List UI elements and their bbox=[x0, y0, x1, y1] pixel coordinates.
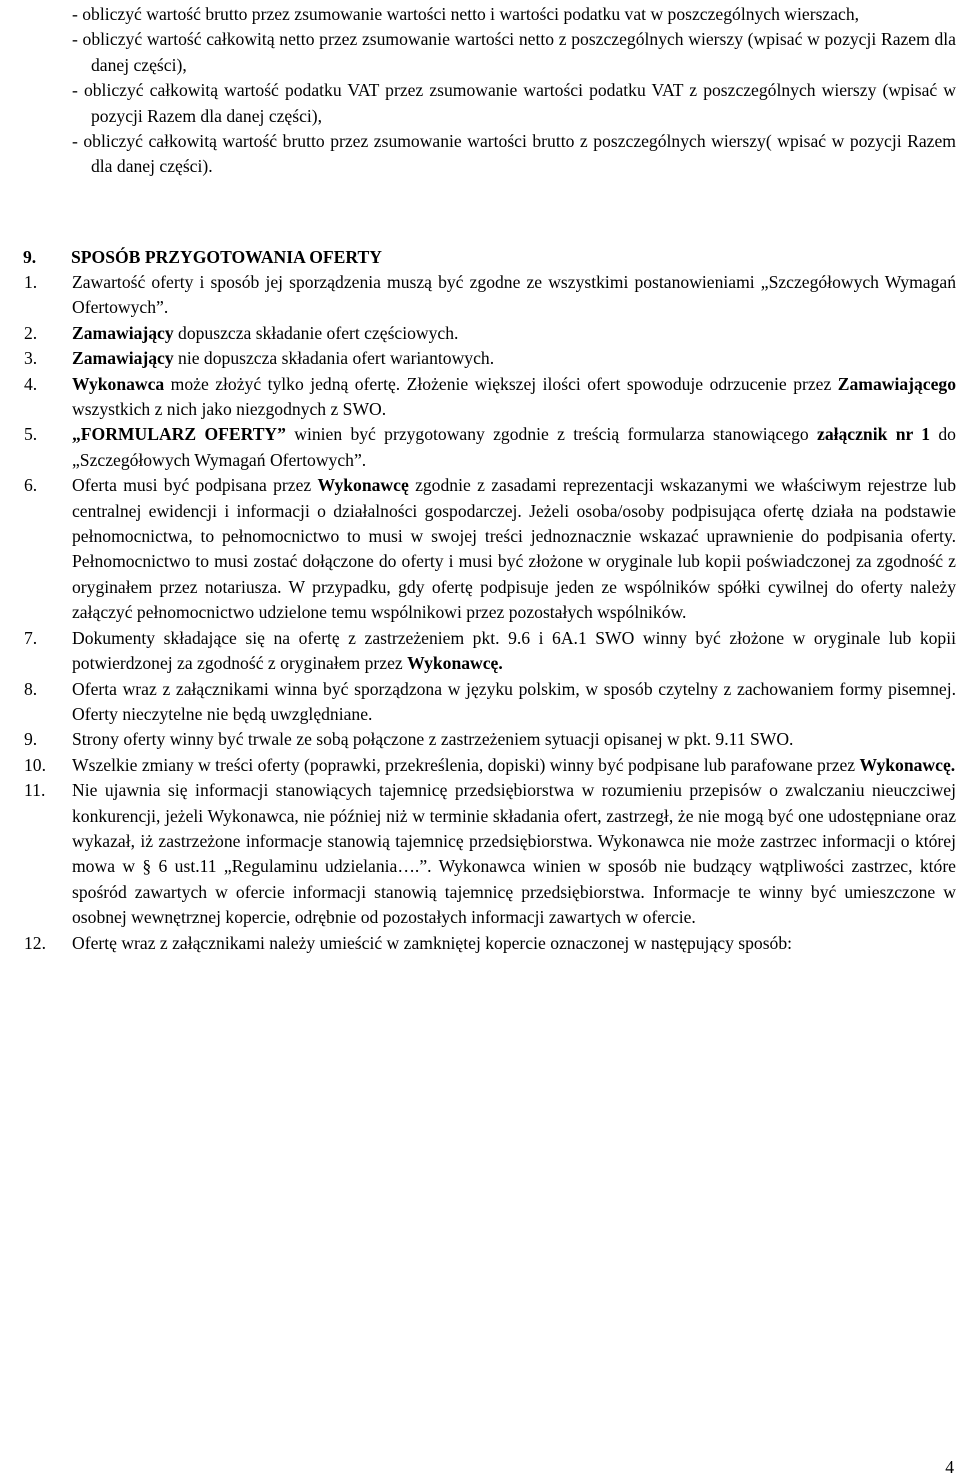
item-number: 2. bbox=[24, 322, 38, 343]
item-number: 5. bbox=[24, 424, 38, 445]
item-number: 3. bbox=[24, 348, 38, 369]
item-number: 4. bbox=[24, 373, 38, 394]
list-item: 3. Zamawiający nie dopuszcza składania ofert wariantowych. bbox=[24, 346, 956, 371]
calculation-instructions bbox=[72, 2, 956, 180]
section-number: 9. bbox=[23, 247, 37, 267]
list-item: 5. „FORMULARZ OFERTY” winien być przygotowany zgodnie z treścią formularza stanowiącego załącznik nr 1 do „Szczegółowych Wymagań Ofertowych”. bbox=[24, 424, 956, 470]
item-number: 6. bbox=[24, 475, 38, 496]
item-number: 12. bbox=[24, 932, 46, 953]
item-number: 7. bbox=[24, 627, 38, 648]
section-title: SPOSÓB PRZYGOTOWANIA OFERTY bbox=[71, 247, 382, 267]
list-item: 7. Dokumenty składające się na ofertę z zastrzeżeniem pkt. 9.6 i 6A.1 SWO winny być złożone w oryginale lub kopii potwierdzonej za zgodność z oryginałem przez Wykonawcę. bbox=[24, 627, 956, 674]
list-item: 2. Zamawiający dopuszcza składanie ofert częściowych. bbox=[24, 321, 956, 346]
section-heading bbox=[23, 245, 382, 270]
instruction-line: - obliczyć wartość całkowitą netto przez zsumowanie wartości netto z poszczególnych wierszy (wpisać w pozycji Razem dla danej części), bbox=[72, 29, 956, 75]
instruction-line: - obliczyć całkowitą wartość brutto przez zsumowanie wartości brutto z poszczególnych wierszy( wpisać w pozycji Razem dla danej części). bbox=[72, 131, 956, 177]
list-item: 11. Nie ujawnia się informacji stanowiących tajemnicę przedsiębiorstwa w rozumieniu przepisów o zwalczaniu nieuczciwej konkurencji, jeżeli Wykonawca, nie później niż w terminie składania ofert, zastrzegł, że nie mogą być one udostępniane oraz wykazał, iż zastrzeżone informacje stanowią tajemnicę przedsiębiorstwa. Wykonawca nie może zastrzec informacji o której mowa w § 6 ust.11 „Regulaminu udzielania….”. Wykonawca winien w sposób nie budzący wątpliwości zastrzec, które spośród zawartych w ofercie informacji stanowią tajemnicę przedsiębiorstwa. Informacje te winny być umieszczone w osobnej wewnętrznej kopercie, odrębnie od pozostałych informacji zawartych w ofercie. bbox=[24, 780, 956, 928]
numbered-list bbox=[24, 270, 956, 956]
list-item: 1. Zawartość oferty i sposób jej sporządzenia muszą być zgodne ze wszystkimi postanowieniami „Szczegółowych Wymagań Ofertowych”. bbox=[24, 272, 956, 318]
list-item: 6. Oferta musi być podpisana przez Wykonawcę zgodnie z zasadami reprezentacji wskazanymi we właściwym rejestrze lub centralnej ewidencji i informacji o działalności gospodarczej. Jeżeli osoba/osoby podpisująca ofertę działa na podstawie pełnomocnictwa, to pełnomocnictwo to musi w swojej treści jednoznacznie wskazać uprawnienie do podpisania oferty. Pełnomocnictwo to musi zostać dołączone do oferty i musi być złożone w oryginale lub kopii poświadczonej za zgodność z oryginałem przez notariusza. W przypadku, gdy ofertę podpisuje jeden ze wspólników spółki cywilnej do oferty należy załączyć pełnomocnictwo udzielone temu wspólnikowi przez pozostałych wspólników. bbox=[24, 475, 956, 623]
list-item: 4. Wykonawca może złożyć tylko jedną ofertę. Złożenie większej ilości ofert spowoduje odrzucenie przez Zamawiającego wszystkich z nich jako niezgodnych z SWO. bbox=[24, 373, 956, 420]
page-number: 4 bbox=[945, 1457, 954, 1477]
list-item: 8. Oferta wraz z załącznikami winna być sporządzona w języku polskim, w sposób czytelny z zachowaniem formy pisemnej. Oferty nieczytelne nie będą uwzględniane. bbox=[24, 678, 956, 724]
instruction-line: - obliczyć wartość brutto przez zsumowanie wartości netto i wartości podatku vat w poszczególnych wierszach, bbox=[72, 4, 860, 24]
list-item: 12. Ofertę wraz z załącznikami należy umieścić w zamkniętej kopercie oznaczonej w następujący sposób: bbox=[24, 931, 956, 956]
item-number: 8. bbox=[24, 678, 38, 699]
item-number: 10. bbox=[24, 754, 46, 775]
item-number: 1. bbox=[24, 272, 38, 292]
item-number: 11. bbox=[24, 780, 46, 801]
list-item: 10. Wszelkie zmiany w treści oferty (poprawki, przekreślenia, dopiski) winny być podpisane lub parafowane przez Wykonawcę. bbox=[24, 753, 956, 778]
item-number: 9. bbox=[24, 729, 38, 750]
list-item: 9. Strony oferty winny być trwale ze sobą połączone z zastrzeżeniem sytuacji opisanej w pkt. 9.11 SWO. bbox=[24, 727, 956, 752]
instruction-line: - obliczyć całkowitą wartość podatku VAT przez zsumowanie wartości podatku VAT z poszczególnych wierszy (wpisać w pozycji Razem dla danej części), bbox=[72, 80, 956, 126]
